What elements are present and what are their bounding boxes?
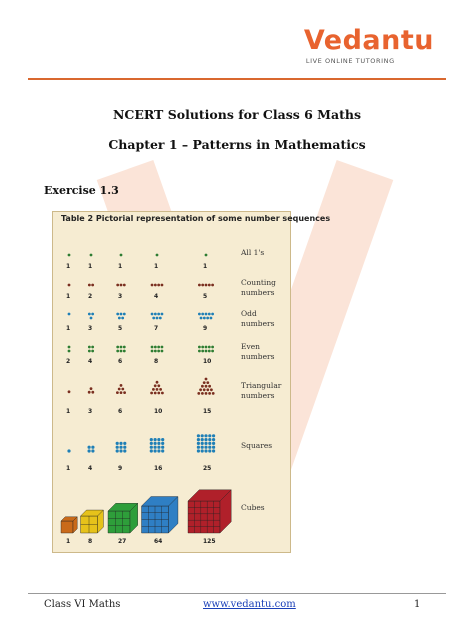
footer-website-link[interactable]: www.vedantu.com [203,599,296,610]
sequence-value: 27 [118,538,127,545]
logo-tagline: LIVE ONLINE TUTORING [305,57,395,65]
sequence-value: 1 [66,465,71,472]
sequence-value: 6 [118,358,123,365]
sequence-value: 1 [203,263,208,270]
sequence-value: 1 [66,325,71,332]
row-label: Triangular numbers [241,381,282,400]
sequence-value: 8 [154,358,159,365]
sequence-value: 1 [88,263,93,270]
sequence-value: 5 [118,325,123,332]
page-number: 1 [414,599,421,610]
footer-rule [28,593,446,594]
sequence-value: 6 [118,408,123,415]
logo-wordmark: Vedantu [303,25,434,56]
row-label: Odd numbers [241,309,275,328]
header-rule [28,78,446,80]
vedantu-logo [304,26,434,65]
sequence-value: 5 [203,293,208,300]
sequence-value: 10 [203,358,212,365]
sequence-value: 1 [66,263,71,270]
sequence-value: 4 [154,293,159,300]
sequence-value: 1 [66,538,71,545]
sequence-value: 4 [88,358,93,365]
sequence-value: 125 [203,538,216,545]
sequence-value: 64 [154,538,163,545]
sequence-value: 3 [118,293,123,300]
exercise-heading: Exercise 1.3 [44,184,119,197]
row-label: All 1's [241,248,265,257]
row-label: Even numbers [241,342,275,361]
row-label: Counting numbers [241,278,276,297]
row-label: Squares [241,441,273,450]
sequence-value: 2 [88,293,93,300]
sequence-value: 10 [154,408,163,415]
sequence-value: 1 [118,263,123,270]
row-label: Cubes [241,503,265,512]
sequence-value: 1 [66,408,71,415]
sequence-value: 1 [154,263,159,270]
sequence-value: 9 [203,325,208,332]
sequence-value: 9 [118,465,123,472]
sequence-value: 8 [88,538,93,545]
sequence-value: 1 [66,293,71,300]
sequence-value: 3 [88,325,93,332]
sequence-value: 2 [66,358,71,365]
chapter-title: Chapter 1 – Patterns in Mathematics [108,137,366,152]
sequence-value: 25 [203,465,212,472]
page-title: NCERT Solutions for Class 6 Maths [112,107,362,122]
table-caption: Table 2 Pictorial representation of some number sequences [61,214,331,223]
sequence-value: 7 [154,325,159,332]
sequence-value: 16 [154,465,163,472]
sequence-value: 4 [88,465,93,472]
footer-class: Class VI Maths [44,599,121,610]
sequence-value: 15 [203,408,212,415]
sequence-value: 3 [88,408,93,415]
